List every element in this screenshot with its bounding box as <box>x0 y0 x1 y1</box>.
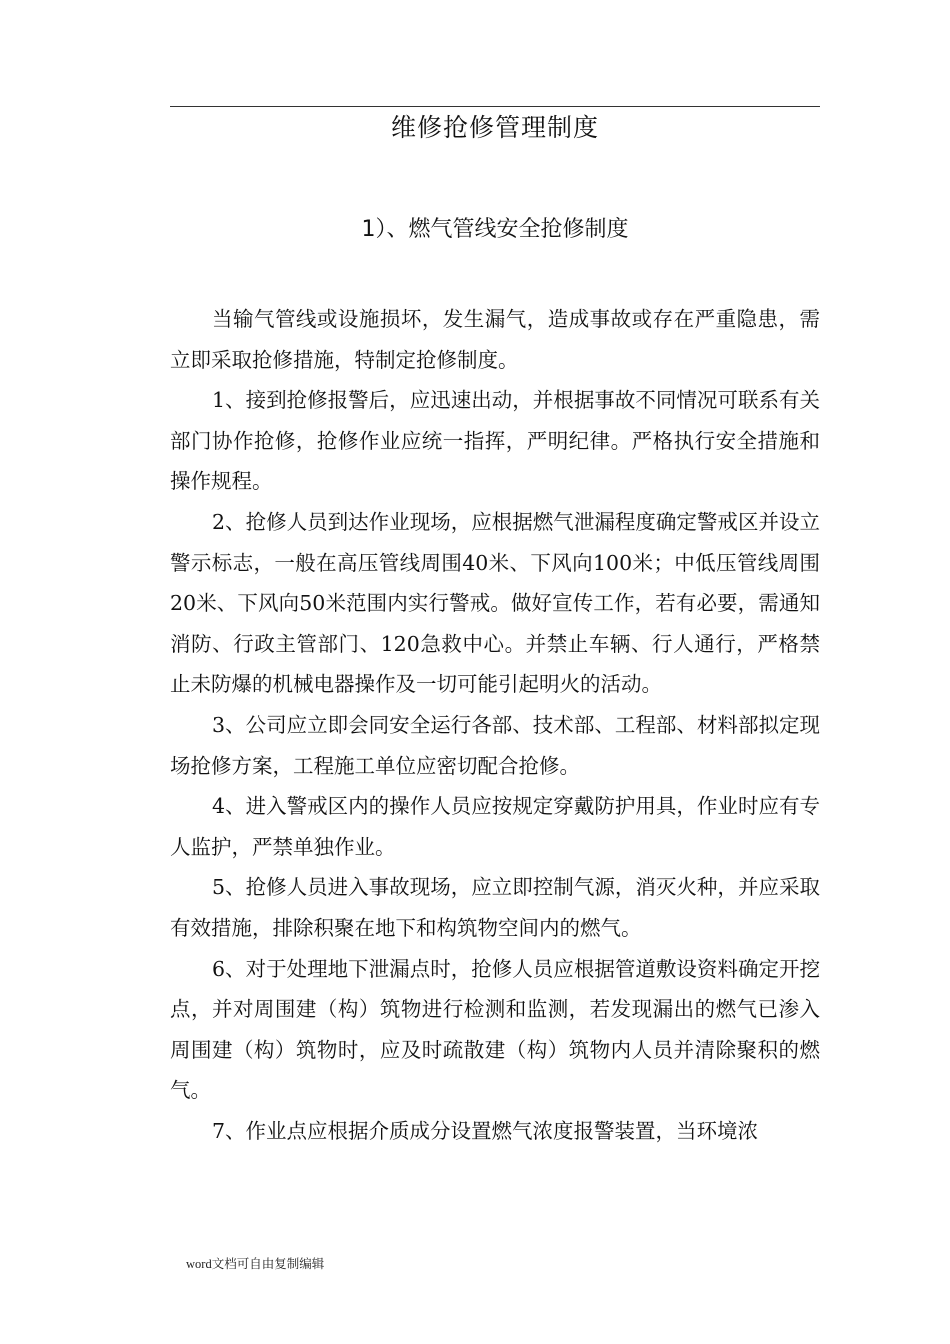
section-title: 1）、燃气管线安全抢修制度 <box>361 217 629 242</box>
header-rule <box>170 106 820 107</box>
paragraph-item-1: 1、接到抢修报警后，应迅速出动，并根据事故不同情况可联系有关部门协作抢修，抢修作业应统一指挥，严明纪律。严格执行安全措施和操作规程。 <box>170 388 820 494</box>
paragraph-item-4: 4、进入警戒区内的操作人员应按规定穿戴防护用具，作业时应有专人监护，严禁单独作业。 <box>170 794 820 859</box>
paragraph-item-3: 3、公司应立即会同安全运行各部、技术部、工程部、材料部拟定现场抢修方案，工程施工单位应密切配合抢修。 <box>170 712 820 778</box>
paragraph-intro: 当输气管线或设施损坏，发生漏气，造成事故或存在严重隐患，需立即采取抢修措施，特制定抢修制度。 <box>170 307 820 372</box>
paragraph-item-2: 2、抢修人员到达作业现场，应根据燃气泄漏程度确定警戒区并设立警示标志，一般在高压管线周围40米、下风向100米；中低压管线周围20米、下风向50米范围内实行警戒。做好宣传工作，若有必要，需通知消防、行政主管部门、120急救中心。并禁止车辆、行人通行，严格禁止未防爆的机械电器操作及一切可能引起明火的活动。 <box>170 509 820 697</box>
footer-note: word文档可自由复制编辑 <box>186 1257 325 1271</box>
paragraph-item-7: 7、作业点应根据介质成分设置燃气浓度报警装置，当环境浓 <box>212 1118 759 1143</box>
document-title: 维修抢修管理制度 <box>390 113 599 142</box>
paragraph-item-5: 5、抢修人员进入事故现场，应立即控制气源，消灭火种，并应采取有效措施，排除积聚在地下和构筑物空间内的燃气。 <box>170 875 820 940</box>
paragraph-item-6: 6、对于处理地下泄漏点时，抢修人员应根据管道敷设资料确定开挖点，并对周围建（构）筑物进行检测和监测，若发现漏出的燃气已渗入周围建（构）筑物时，应及时疏散建（构）筑物内人员并清除聚积的燃气。 <box>170 956 820 1103</box>
document-body <box>170 299 820 1151</box>
